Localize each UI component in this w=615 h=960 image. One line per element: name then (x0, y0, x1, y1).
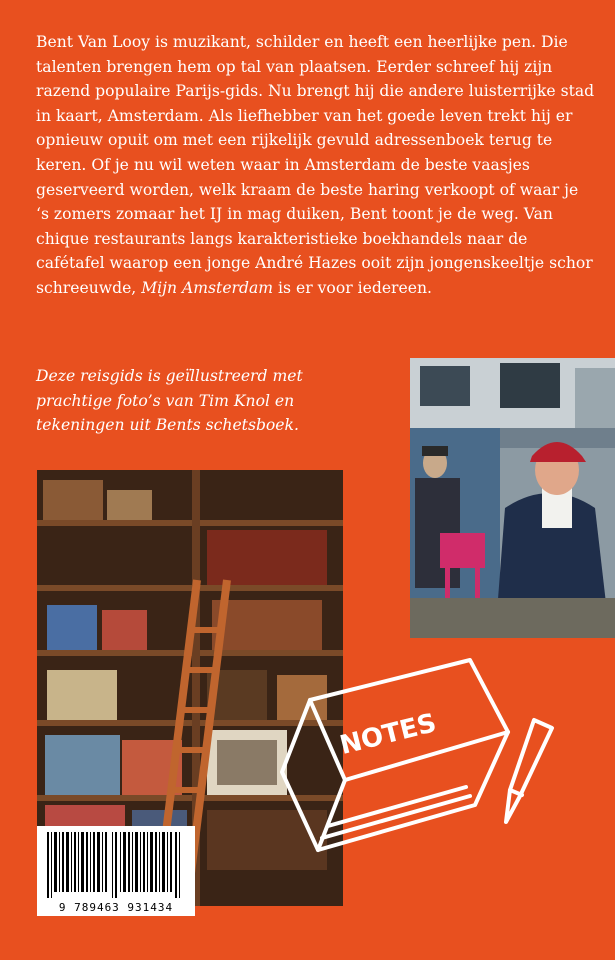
isbn-digits: 9 789463 931434 (58, 901, 174, 914)
illustration-note: Deze reisgids is geïllustreerd met prachtige foto’s van Tim Knol en tekeningen uit Bents schetsboek. (36, 367, 303, 435)
notes-sketch-illustration (270, 600, 615, 890)
back-cover-blurb (36, 30, 596, 301)
isbn-barcode (37, 826, 195, 916)
notes-label: NOTES (336, 708, 440, 762)
blurb-text-end: is er voor iedereen. (273, 278, 432, 297)
author-portrait-photo (410, 358, 615, 638)
book-title-italic: Mijn Amsterdam (141, 278, 274, 297)
blurb-text-start: Bent Van Looy is muzikant, schilder en heeft een heerlijke pen. Die talenten brengen hem op tal van plaatsen. Eerder schreef hij zijn razend populaire Parijs-gids. Nu brengt hij die andere luisterrijke stad in kaart, Amsterdam. Als liefhebber van het goede leven trekt hij er opnieuw opuit om met een rijkelijk gevuld adressenboek terug te keren. Of je nu wil weten waar in Amsterdam de beste vaasjes geserveerd worden, welk kraam de beste haring verkoopt of waar je ‘s zomers zomaar het IJ in mag duiken, Bent toont je de weg. Van chique restaurants langs karakteristieke boekhandels naar de cafétafel waarop een jonge André Hazes ooit zijn jongenskeeltje schor schreeuwde, (36, 33, 595, 297)
